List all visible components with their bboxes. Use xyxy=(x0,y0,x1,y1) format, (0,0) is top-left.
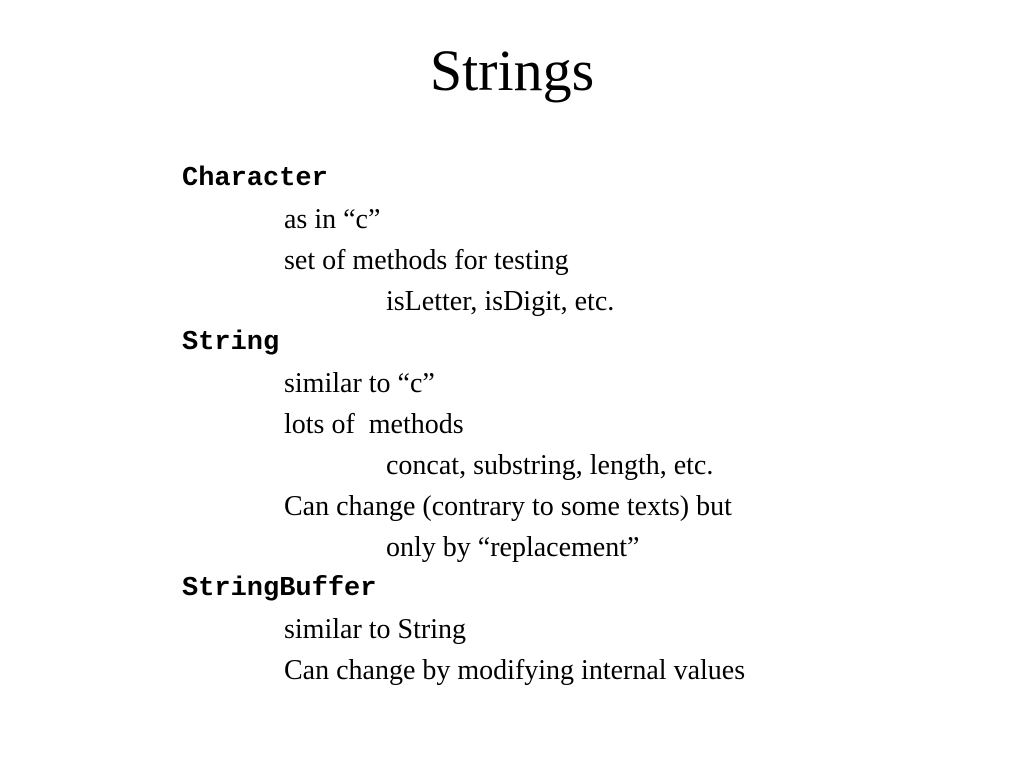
sub-bullet-line: isLetter, isDigit, etc. xyxy=(386,286,615,317)
section-heading-string: String xyxy=(182,328,280,358)
bullet-line: Can change by modifying internal values xyxy=(284,655,746,686)
bullet-line: similar to String xyxy=(284,614,466,645)
sub-bullet-line: concat, substring, length, etc. xyxy=(386,450,714,481)
sub-bullet-line: only by “replacement” xyxy=(386,532,640,563)
bullet-line: Can change (contrary to some texts) but xyxy=(284,491,732,522)
bullet-line: as in “c” xyxy=(284,204,381,235)
section-heading-character: Character xyxy=(182,164,328,194)
bullet-line: set of methods for testing xyxy=(284,245,569,276)
bullet-line: lots of methods xyxy=(284,409,464,440)
slide-title: Strings xyxy=(429,38,595,103)
section-heading-stringbuffer: StringBuffer xyxy=(182,574,377,604)
bullet-line: similar to “c” xyxy=(284,368,435,399)
